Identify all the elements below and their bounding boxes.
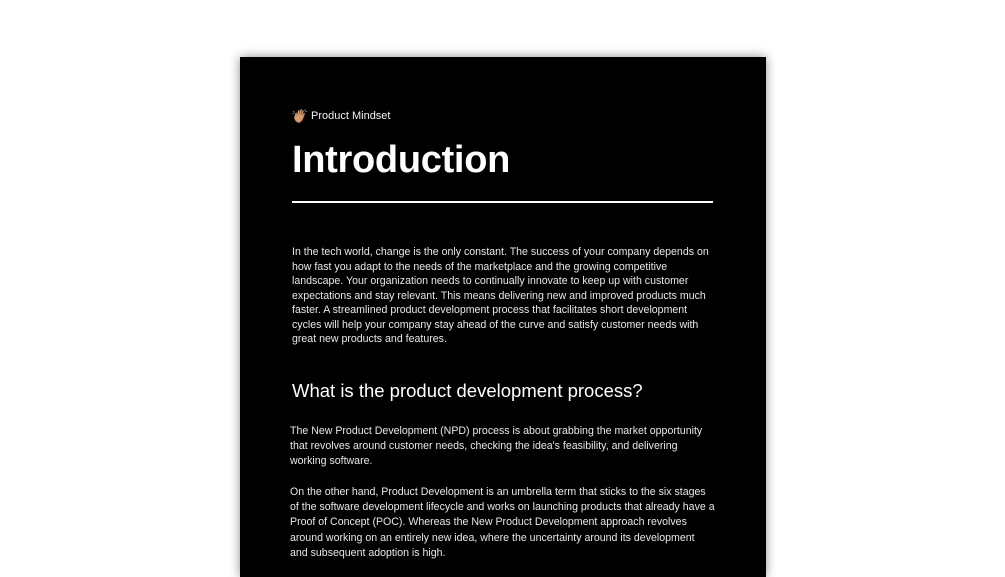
intro-paragraph: In the tech world, change is the only constant. The success of your company depends on how fast you adapt to the needs of the marketplace and the growing competitive landscape. Your organization needs to continually innovate to keep up with customer expectations and stay relevant. This means delivering new and improved products much faster. A streamlined product development process that facilitates short development cycles will help your company stay ahead of the curve and satisfy customer needs with great new products and features. (292, 246, 709, 345)
page-title: Introduction (292, 139, 511, 181)
breadcrumb[interactable] (292, 108, 390, 124)
waving-hand-icon (292, 108, 308, 124)
pd-paragraph: On the other hand, Product Development is an umbrella term that sticks to the six stages of the software development lifecycle and works on launching products that already have a Proof of Concept (POC). Whereas the New Product Development approach revolves around working on an entirely new idea, where the uncertainty around its development and subsequent adoption is high. (290, 486, 715, 559)
section-heading: What is the product development process? (292, 380, 643, 401)
title-divider (292, 201, 713, 203)
breadcrumb-label: Product Mindset (311, 110, 391, 122)
npd-paragraph: The New Product Development (NPD) process is about grabbing the market opportunity that revolves around customer needs, checking the idea's feasibility, and delivering working software. (290, 425, 703, 468)
document-page (240, 57, 766, 577)
